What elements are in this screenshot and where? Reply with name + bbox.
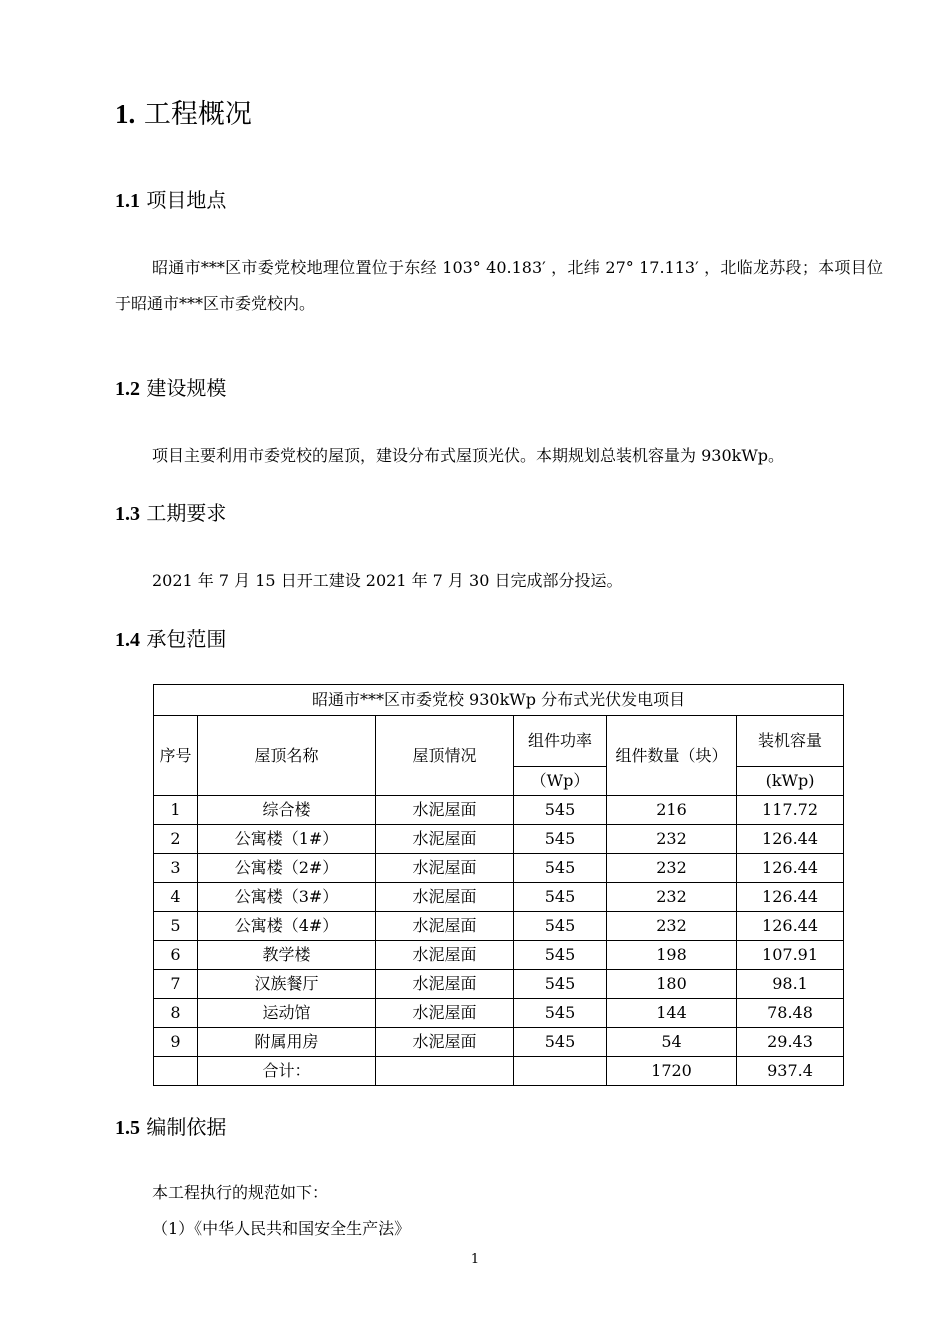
cell-roof-condition: 水泥屋面 <box>376 883 514 912</box>
cell-seq: 9 <box>154 1028 198 1057</box>
page-number: 1 <box>470 1252 480 1267</box>
cell-roof-condition: 水泥屋面 <box>376 912 514 941</box>
cell-roof-condition: 水泥屋面 <box>376 999 514 1028</box>
cell-module-power: 545 <box>514 796 607 825</box>
table-row <box>154 941 844 970</box>
cell-module-count: 198 <box>607 941 737 970</box>
table-row <box>154 999 844 1028</box>
table-row <box>154 970 844 999</box>
cell-roof-name: 公寓楼（2#） <box>198 854 376 883</box>
location-paragraph: 昭通市***区市委党校地理位置位于东经 103° 40.183′ ，北纬 27° 17.113′ ，北临龙苏段；本项目位于昭通市***区市委党校内。 <box>115 258 883 313</box>
total-capacity: 937.4 <box>737 1057 844 1086</box>
scope-table <box>153 684 844 1086</box>
cell-capacity: 126.44 <box>737 912 844 941</box>
header-seq: 序号 <box>154 716 198 796</box>
table-row <box>154 883 844 912</box>
cell-module-count: 180 <box>607 970 737 999</box>
cell-module-power: 545 <box>514 1028 607 1057</box>
cell-capacity: 29.43 <box>737 1028 844 1057</box>
cell-module-count: 144 <box>607 999 737 1028</box>
cell-seq: 4 <box>154 883 198 912</box>
scale-paragraph: 项目主要利用市委党校的屋顶，建设分布式屋顶光伏。本期规划总装机容量为 930kWp。 <box>152 446 785 465</box>
table-row <box>154 1028 844 1057</box>
chapter-heading: 1. 工程概况 <box>115 99 252 130</box>
cell-module-power: 545 <box>514 912 607 941</box>
cell-module-count: 232 <box>607 883 737 912</box>
cell-module-count: 232 <box>607 854 737 883</box>
basis-intro: 本工程执行的规范如下： <box>152 1183 329 1202</box>
total-module-count: 1720 <box>607 1057 737 1086</box>
table-row <box>154 796 844 825</box>
cell-seq: 6 <box>154 941 198 970</box>
cell-capacity: 98.1 <box>737 970 844 999</box>
schedule-paragraph: 2021 年 7 月 15 日开工建设 2021 年 7 月 30 日完成部分投运。 <box>152 571 623 590</box>
cell-module-power: 545 <box>514 970 607 999</box>
section-heading-1-1: 1.1 项目地点 <box>115 188 227 212</box>
cell-seq: 2 <box>154 825 198 854</box>
cell-capacity: 107.91 <box>737 941 844 970</box>
section-heading-1-2: 1.2 建设规模 <box>115 376 227 400</box>
cell-capacity: 126.44 <box>737 825 844 854</box>
cell-roof-condition: 水泥屋面 <box>376 854 514 883</box>
cell-seq: 5 <box>154 912 198 941</box>
cell-module-power: 545 <box>514 825 607 854</box>
cell-capacity: 117.72 <box>737 796 844 825</box>
cell-seq: 8 <box>154 999 198 1028</box>
cell-roof-condition: 水泥屋面 <box>376 796 514 825</box>
cell-seq: 1 <box>154 796 198 825</box>
cell-roof-condition: 水泥屋面 <box>376 941 514 970</box>
header-capacity: 装机容量 <box>737 716 844 767</box>
cell-roof-name: 公寓楼（4#） <box>198 912 376 941</box>
cell-seq: 7 <box>154 970 198 999</box>
table-row <box>154 854 844 883</box>
table-row <box>154 825 844 854</box>
header-module-count: 组件数量（块） <box>607 716 737 796</box>
cell-roof-name: 附属用房 <box>198 1028 376 1057</box>
header-roof-name: 屋顶名称 <box>198 716 376 796</box>
header-module-power-unit: （Wp） <box>514 767 607 796</box>
header-module-power: 组件功率 <box>514 716 607 767</box>
cell-module-count: 232 <box>607 825 737 854</box>
cell-roof-condition: 水泥屋面 <box>376 970 514 999</box>
total-label: 合计： <box>198 1057 376 1086</box>
cell-empty <box>514 1057 607 1086</box>
cell-roof-name: 公寓楼（1#） <box>198 825 376 854</box>
cell-module-power: 545 <box>514 999 607 1028</box>
cell-roof-name: 运动馆 <box>198 999 376 1028</box>
cell-roof-condition: 水泥屋面 <box>376 1028 514 1057</box>
cell-module-power: 545 <box>514 883 607 912</box>
cell-module-power: 545 <box>514 941 607 970</box>
section-heading-1-4: 1.4 承包范围 <box>115 627 227 651</box>
table-caption: 昭通市***区市委党校 930kWp 分布式光伏发电项目 <box>154 685 844 716</box>
cell-empty <box>154 1057 198 1086</box>
table-row <box>154 912 844 941</box>
cell-seq: 3 <box>154 854 198 883</box>
cell-roof-name: 公寓楼（3#） <box>198 883 376 912</box>
cell-module-count: 216 <box>607 796 737 825</box>
section-heading-1-3: 1.3 工期要求 <box>115 501 227 525</box>
section-heading-1-5: 1.5 编制依据 <box>115 1115 227 1139</box>
cell-roof-name: 教学楼 <box>198 941 376 970</box>
table-total-row <box>154 1057 844 1086</box>
cell-roof-name: 汉族餐厅 <box>198 970 376 999</box>
header-roof-condition: 屋顶情况 <box>376 716 514 796</box>
cell-capacity: 78.48 <box>737 999 844 1028</box>
cell-roof-condition: 水泥屋面 <box>376 825 514 854</box>
cell-module-count: 232 <box>607 912 737 941</box>
basis-item-1: （1）《中华人民共和国安全生产法》 <box>152 1219 411 1238</box>
cell-roof-name: 综合楼 <box>198 796 376 825</box>
cell-module-count: 54 <box>607 1028 737 1057</box>
header-capacity-unit: (kWp) <box>737 767 844 796</box>
cell-capacity: 126.44 <box>737 883 844 912</box>
cell-capacity: 126.44 <box>737 854 844 883</box>
cell-empty <box>376 1057 514 1086</box>
cell-module-power: 545 <box>514 854 607 883</box>
